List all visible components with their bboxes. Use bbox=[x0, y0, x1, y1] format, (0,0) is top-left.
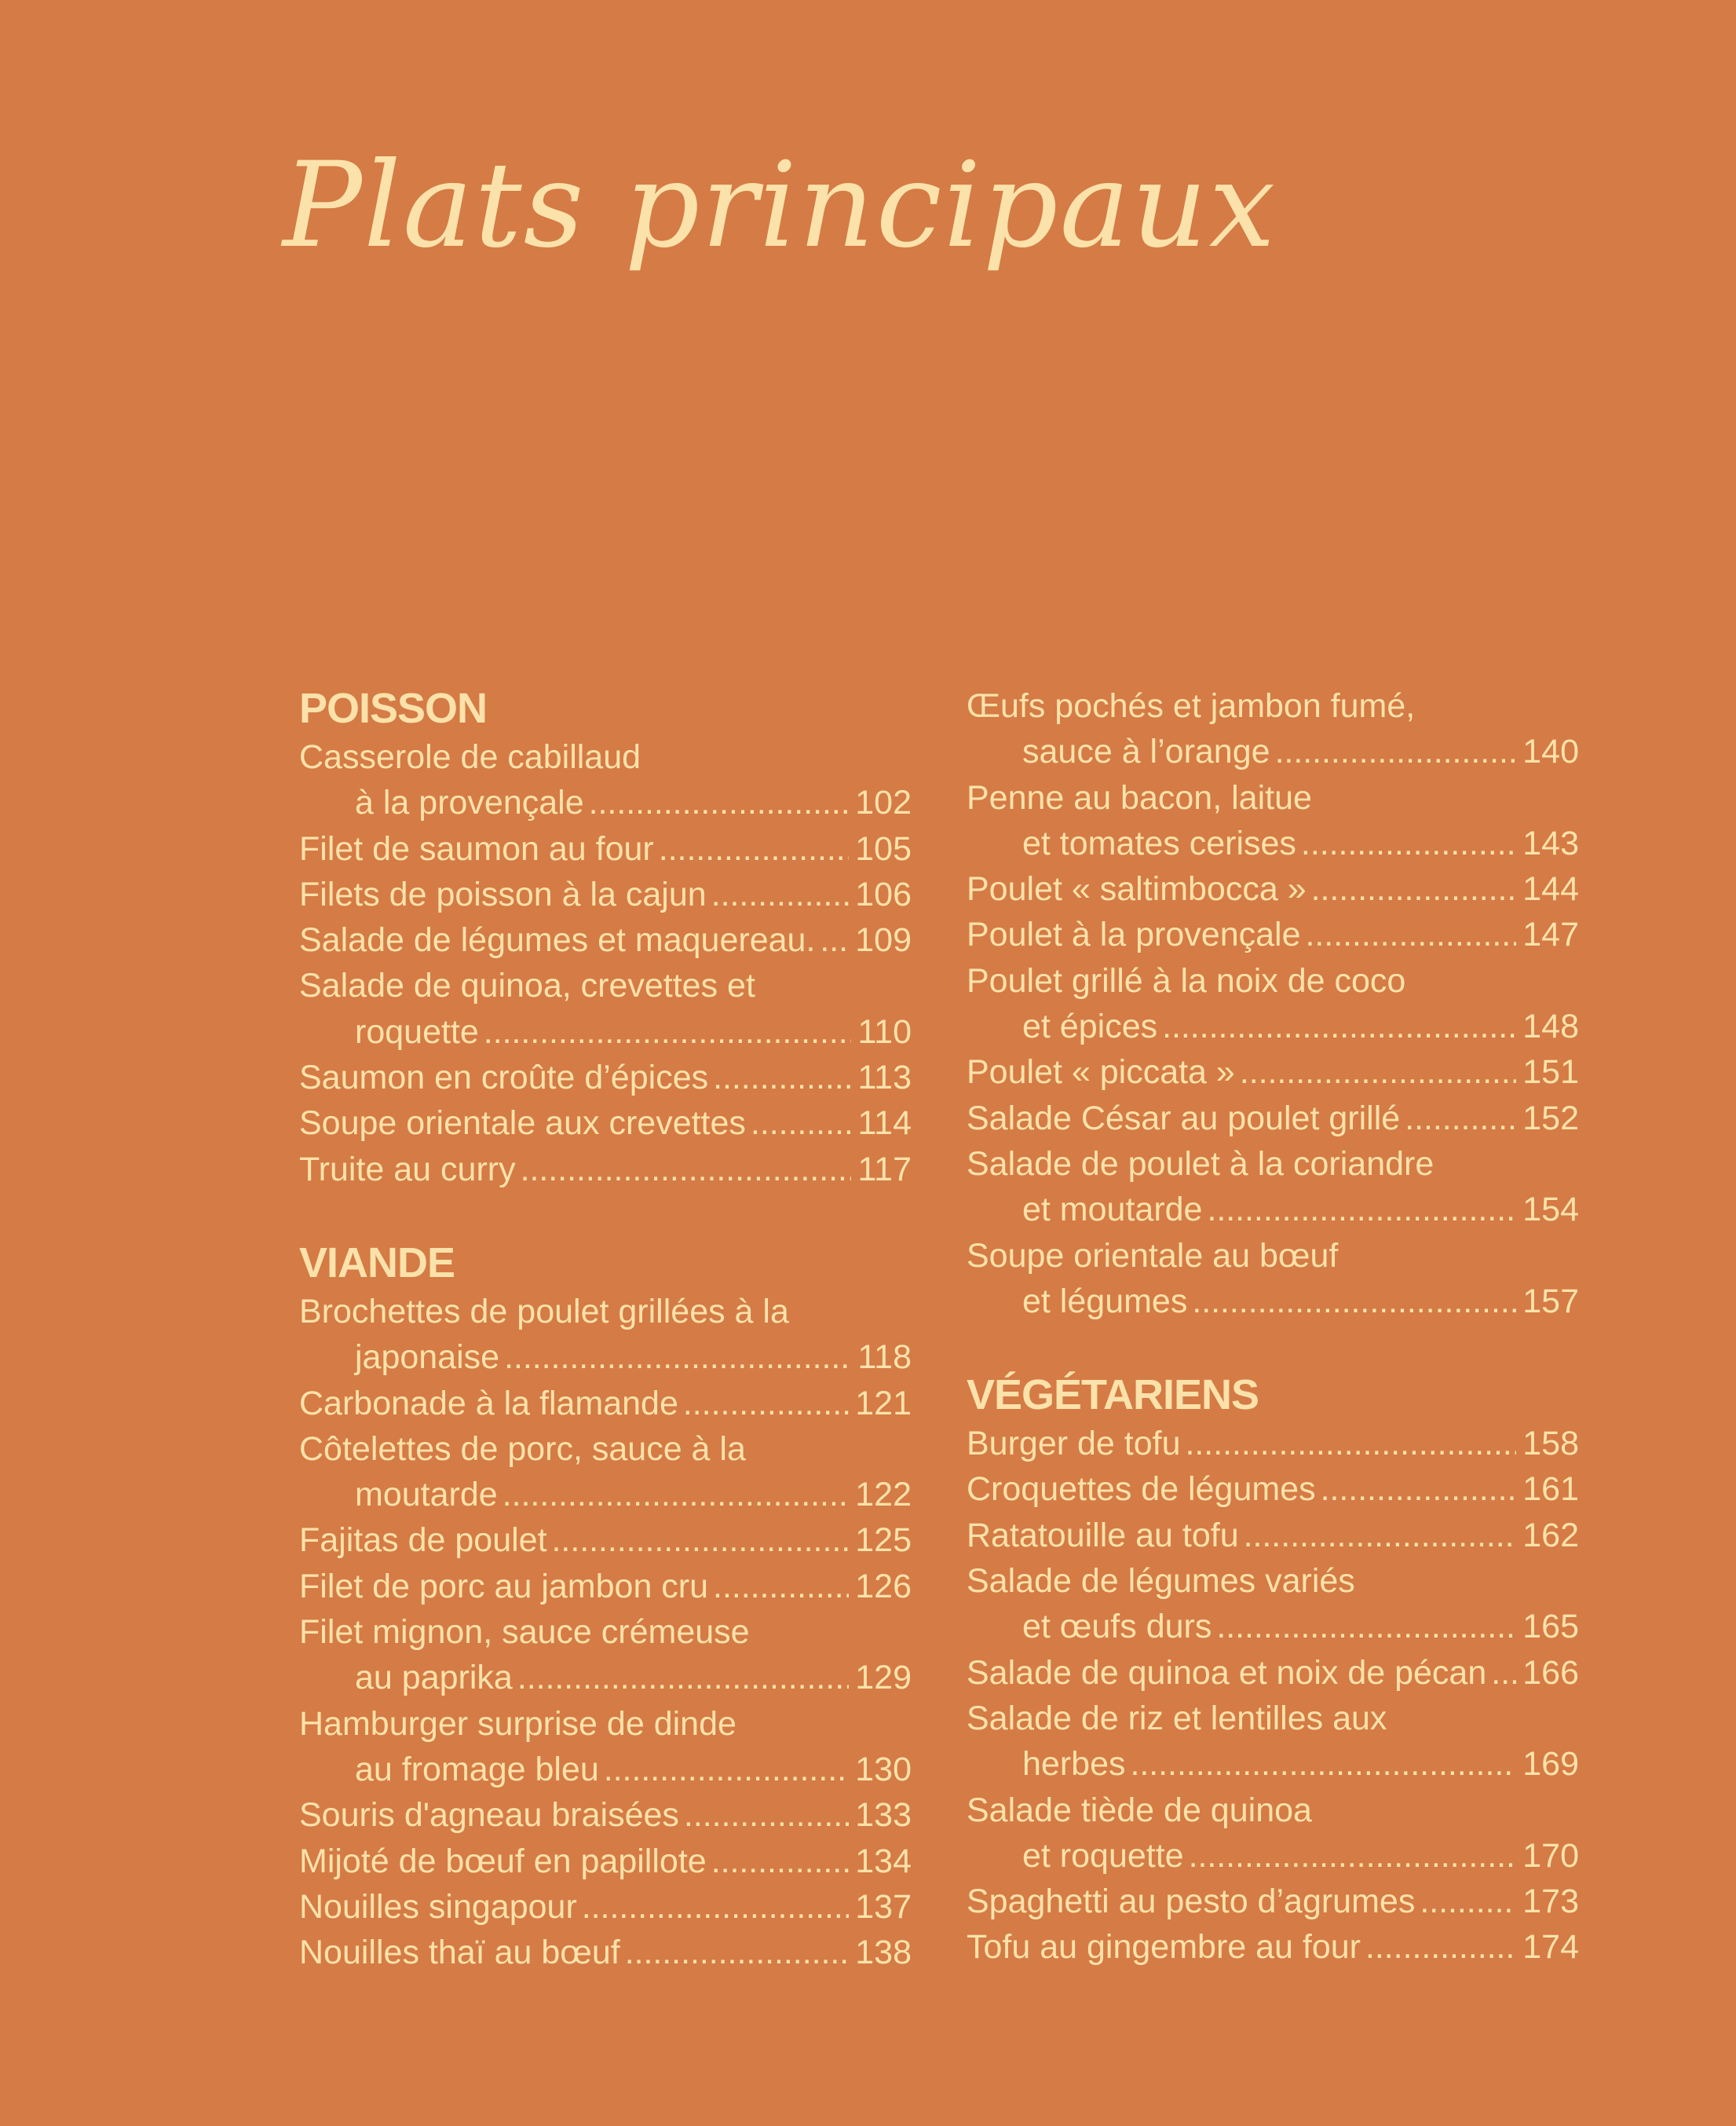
toc-entry-title: et tomates cerises bbox=[1022, 824, 1296, 862]
toc-page-number: 113 bbox=[857, 1059, 912, 1097]
section-list-vegetariens bbox=[967, 1421, 1579, 1970]
toc-entry bbox=[299, 1472, 912, 1517]
toc-page-number: 129 bbox=[855, 1659, 912, 1697]
section-gap bbox=[299, 1192, 912, 1238]
toc-entry bbox=[299, 1517, 912, 1563]
toc-entry-title: et légumes bbox=[1022, 1282, 1188, 1320]
toc-page-number: 130 bbox=[855, 1750, 912, 1788]
toc-page-number: 140 bbox=[1522, 733, 1579, 771]
toc-entry bbox=[299, 1055, 912, 1100]
toc-page-number: 158 bbox=[1522, 1425, 1579, 1463]
toc-entry-text: Salade de quinoa, crevettes et bbox=[299, 967, 755, 1005]
section-heading-vegetariens: VÉGÉTARIENS bbox=[967, 1371, 1259, 1419]
dot-leader bbox=[504, 1334, 851, 1380]
toc-entry-title: Filet de saumon au four bbox=[299, 829, 654, 868]
dot-leader bbox=[1311, 866, 1517, 912]
toc-entry-text: Filet mignon, sauce crémeuse bbox=[299, 1613, 750, 1652]
toc-entry-text: Casserole de cabillaud bbox=[299, 738, 641, 776]
dot-leader bbox=[820, 917, 849, 963]
toc-entry-title: Salade César au poulet grillé bbox=[967, 1099, 1401, 1137]
toc-entry-text: Salade tiède de quinoa bbox=[967, 1791, 1312, 1829]
toc-page-number: 133 bbox=[855, 1796, 912, 1835]
toc-entry-text: Hamburger surprise de dinde bbox=[299, 1704, 736, 1743]
dot-leader bbox=[521, 1147, 852, 1192]
dot-leader bbox=[713, 1055, 851, 1100]
toc-entry-title: Saumon en croûte d’épices bbox=[299, 1059, 709, 1097]
dot-leader bbox=[659, 826, 849, 872]
toc-entry-text: Œufs pochés et jambon fumé, bbox=[967, 687, 1416, 725]
toc-entry-title: sauce à l’orange bbox=[1022, 733, 1270, 771]
dot-leader bbox=[517, 1655, 849, 1700]
dot-leader bbox=[1491, 1650, 1516, 1696]
toc-entry bbox=[967, 1833, 1579, 1879]
dot-leader bbox=[552, 1517, 850, 1563]
toc-entry-title: Tofu au gingembre au four bbox=[967, 1928, 1361, 1967]
toc-page-number: 144 bbox=[1522, 870, 1579, 909]
toc-entry bbox=[299, 1655, 912, 1700]
toc-entry-title: Carbonade à la flamande bbox=[299, 1384, 678, 1422]
toc-page-number: 138 bbox=[855, 1934, 912, 1972]
toc-page-number: 162 bbox=[1522, 1516, 1579, 1554]
toc-entry-title: roquette bbox=[355, 1012, 479, 1051]
toc-entry-title: Ratatouille au tofu bbox=[967, 1516, 1239, 1554]
toc-page-number: 170 bbox=[1522, 1836, 1579, 1875]
dot-leader bbox=[1321, 1466, 1517, 1512]
toc-entry bbox=[299, 826, 912, 872]
toc-page-number: 143 bbox=[1522, 824, 1579, 862]
section-heading-poisson: POISSON bbox=[299, 685, 488, 732]
toc-entry bbox=[299, 1564, 912, 1609]
toc-entry-title: et roquette bbox=[1022, 1836, 1184, 1875]
toc-page-number: 118 bbox=[857, 1338, 912, 1377]
toc-page-number: 106 bbox=[855, 875, 912, 913]
toc-entry bbox=[299, 1839, 912, 1884]
toc-page-number: 173 bbox=[1522, 1883, 1579, 1921]
toc-entry-text: Salade de légumes variés bbox=[967, 1562, 1355, 1601]
toc-entry bbox=[299, 1930, 912, 1975]
dot-leader bbox=[625, 1930, 850, 1975]
toc-page-number: 134 bbox=[855, 1842, 912, 1880]
toc-entry-title: Poulet « saltimbocca » bbox=[967, 870, 1307, 909]
dot-leader bbox=[1192, 1279, 1516, 1324]
toc-entry bbox=[299, 1381, 912, 1426]
section-list-viande bbox=[299, 1289, 912, 1975]
toc-page-number: 161 bbox=[1522, 1470, 1579, 1509]
toc-entry bbox=[299, 872, 912, 917]
toc-column-left bbox=[299, 683, 912, 1975]
dot-leader bbox=[684, 1792, 849, 1838]
dot-leader bbox=[1405, 1096, 1516, 1141]
toc-page-number: 151 bbox=[1522, 1053, 1579, 1092]
toc-entry-title: japonaise bbox=[355, 1338, 500, 1377]
toc-page-number: 125 bbox=[855, 1521, 912, 1560]
toc-entry-title: Croquettes de légumes bbox=[967, 1470, 1316, 1509]
toc-entry-title: Nouilles singapour bbox=[299, 1887, 577, 1926]
toc-page-number: 121 bbox=[855, 1384, 912, 1422]
toc-page-number: 110 bbox=[857, 1012, 912, 1051]
toc-entry bbox=[299, 1792, 912, 1838]
dot-leader bbox=[1244, 1513, 1517, 1558]
dot-leader bbox=[1207, 1187, 1516, 1232]
toc-entry-title: Fajitas de poulet bbox=[299, 1521, 547, 1560]
dot-leader bbox=[582, 1884, 849, 1930]
toc-entry bbox=[299, 1747, 912, 1792]
toc-entry-title: au paprika bbox=[355, 1659, 513, 1697]
dot-leader bbox=[1189, 1833, 1517, 1879]
toc-entry bbox=[299, 780, 912, 825]
dot-leader bbox=[484, 1009, 852, 1055]
toc-entry bbox=[967, 866, 1579, 912]
toc-entry-title: Burger de tofu bbox=[967, 1425, 1181, 1463]
toc-page-number: 166 bbox=[1522, 1653, 1579, 1692]
toc-entry-text: Côtelettes de porc, sauce à la bbox=[299, 1429, 746, 1468]
toc-page-number: 114 bbox=[857, 1104, 912, 1143]
toc-entry-text: Salade de poulet à la coriandre bbox=[967, 1144, 1434, 1183]
toc-entry bbox=[299, 1884, 912, 1930]
dot-leader bbox=[751, 1100, 852, 1146]
toc-page-number: 148 bbox=[1522, 1008, 1579, 1046]
toc-entry-title: Filets de poisson à la cajun bbox=[299, 875, 707, 913]
toc-entry-text: Poulet grillé à la noix de coco bbox=[967, 961, 1406, 1000]
toc-entry bbox=[967, 1879, 1579, 1924]
toc-page-number: 169 bbox=[1522, 1745, 1579, 1784]
toc-entry-title: Filet de porc au jambon cru bbox=[299, 1567, 709, 1605]
toc-entry-title: Poulet « piccata » bbox=[967, 1053, 1235, 1092]
toc-page-number: 157 bbox=[1522, 1282, 1579, 1320]
toc-entry bbox=[967, 912, 1579, 957]
dot-leader bbox=[1420, 1879, 1516, 1924]
toc-page-number: 152 bbox=[1522, 1099, 1579, 1137]
page-title: Plats principaux bbox=[283, 137, 1277, 274]
toc-page-number: 105 bbox=[855, 829, 912, 868]
toc-entry-title: Nouilles thaï au bœuf bbox=[299, 1934, 620, 1972]
dot-leader bbox=[711, 872, 850, 917]
toc-entry-title: au fromage bleu bbox=[355, 1750, 599, 1788]
toc-entry-title: herbes bbox=[1022, 1745, 1126, 1784]
toc-entry-title: et œufs durs bbox=[1022, 1608, 1212, 1646]
toc-page-number: 109 bbox=[855, 921, 912, 960]
toc-page-number: 102 bbox=[855, 784, 912, 822]
dot-leader bbox=[1275, 729, 1517, 774]
toc-entry bbox=[967, 1421, 1579, 1466]
toc-entry-title: et moutarde bbox=[1022, 1191, 1203, 1229]
toc-entry bbox=[299, 917, 912, 963]
toc-entry-title: Salade de quinoa et noix de pécan bbox=[967, 1653, 1487, 1692]
section-list-poisson bbox=[299, 734, 912, 1192]
toc-entry bbox=[299, 1009, 912, 1055]
section-gap bbox=[967, 1324, 1579, 1370]
toc-entry-title: moutarde bbox=[355, 1476, 498, 1514]
toc-page-number: 122 bbox=[855, 1476, 912, 1514]
toc-entry-title: et épices bbox=[1022, 1008, 1158, 1046]
toc-entry-title: Poulet à la provençale bbox=[967, 916, 1301, 954]
section-heading-viande: VIANDE bbox=[299, 1239, 455, 1286]
dot-leader bbox=[1306, 912, 1517, 957]
toc-entry bbox=[967, 821, 1579, 866]
toc-column-right bbox=[967, 683, 1579, 1970]
toc-entry-text: Penne au bacon, laitue bbox=[967, 778, 1312, 817]
toc-entry bbox=[967, 1604, 1579, 1649]
toc-page-number: 137 bbox=[855, 1887, 912, 1926]
dot-leader bbox=[1365, 1924, 1516, 1970]
toc-entry-title: Mijoté de bœuf en papillote bbox=[299, 1842, 707, 1880]
toc-entry bbox=[967, 1924, 1579, 1970]
toc-entry bbox=[967, 1096, 1579, 1141]
toc-entry bbox=[967, 1650, 1579, 1696]
dot-leader bbox=[1216, 1604, 1516, 1649]
dot-leader bbox=[503, 1472, 850, 1517]
toc-page-number: 147 bbox=[1522, 916, 1579, 954]
toc-page-number: 165 bbox=[1522, 1608, 1579, 1646]
toc-entry bbox=[967, 1279, 1579, 1324]
toc-entry bbox=[967, 1187, 1579, 1232]
toc-entry-title: Truite au curry bbox=[299, 1150, 516, 1188]
dot-leader bbox=[1301, 821, 1516, 866]
toc-entry-title: Salade de légumes et maquereau. bbox=[299, 921, 816, 960]
dot-leader bbox=[713, 1564, 849, 1609]
dot-leader bbox=[683, 1381, 849, 1426]
toc-page-number: 126 bbox=[855, 1567, 912, 1605]
toc-entry-title: Spaghetti au pesto d’agrumes bbox=[967, 1883, 1416, 1921]
dot-leader bbox=[711, 1839, 850, 1884]
toc-page-number: 117 bbox=[857, 1150, 912, 1188]
toc-entry bbox=[299, 1147, 912, 1192]
toc-entry bbox=[967, 1049, 1579, 1095]
dot-leader bbox=[1186, 1421, 1517, 1466]
dot-leader bbox=[1240, 1049, 1516, 1095]
toc-entry-title: à la provençale bbox=[355, 784, 584, 822]
toc-entry bbox=[967, 1004, 1579, 1049]
toc-page-number: 154 bbox=[1522, 1191, 1579, 1229]
toc-entry-title: Souris d'agneau braisées bbox=[299, 1796, 679, 1835]
dot-leader bbox=[589, 780, 850, 825]
toc-entry-text: Brochettes de poulet grillées à la bbox=[299, 1292, 789, 1330]
toc-page-number: 174 bbox=[1522, 1928, 1579, 1967]
toc-entry-text: Salade de riz et lentilles aux bbox=[967, 1699, 1387, 1737]
toc-entry-title: Soupe orientale aux crevettes bbox=[299, 1104, 746, 1143]
toc-entry bbox=[299, 1100, 912, 1146]
dot-leader bbox=[1162, 1004, 1516, 1049]
toc-entry bbox=[967, 729, 1579, 774]
dot-leader bbox=[1130, 1741, 1516, 1787]
toc-entry bbox=[967, 1513, 1579, 1558]
dot-leader bbox=[604, 1747, 849, 1792]
section-list-viande-continued bbox=[967, 683, 1579, 1324]
toc-entry bbox=[299, 1334, 912, 1380]
toc-entry-text: Soupe orientale au bœuf bbox=[967, 1236, 1339, 1275]
toc-entry bbox=[967, 1741, 1579, 1787]
toc-entry bbox=[967, 1466, 1579, 1512]
